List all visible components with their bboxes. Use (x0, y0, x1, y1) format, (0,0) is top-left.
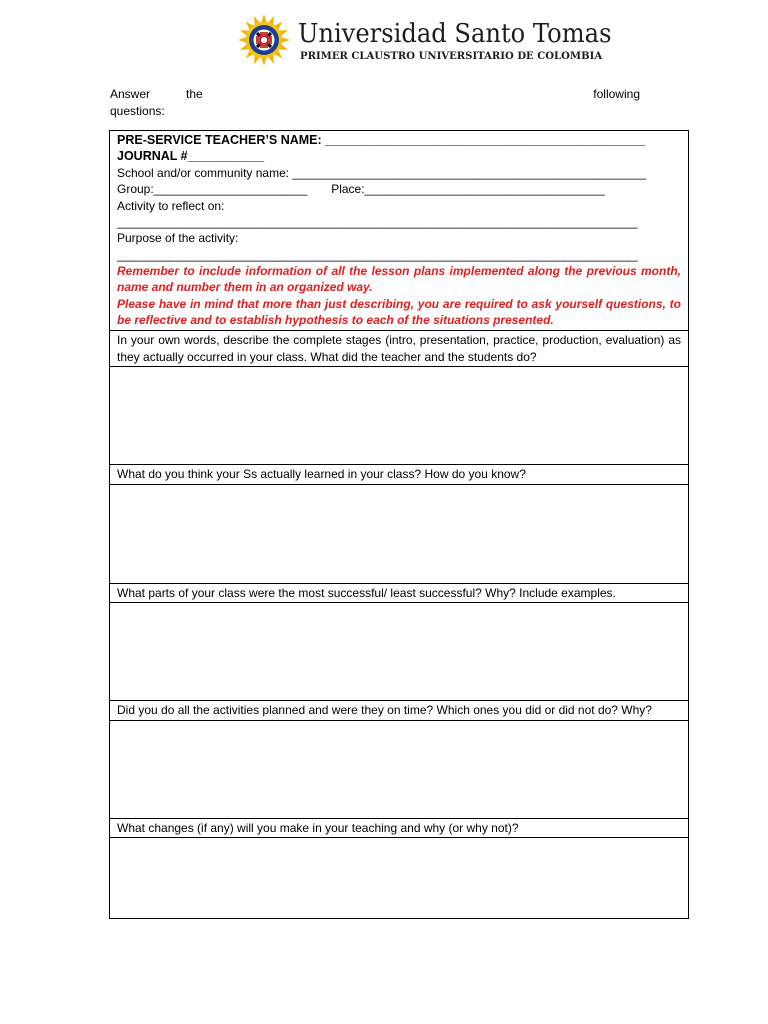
group-field[interactable]: Group:_______________________ (117, 182, 308, 197)
question-2: What do you think your Ss actually learned in your class? How do you know? (110, 465, 688, 485)
activity-label: Activity to reflect on: (117, 198, 225, 213)
school-name-field[interactable]: School and/or community name: _____________________________________________________ (117, 165, 647, 180)
question-3: What parts of your class were the most successful/ least successful? Why? Include examples. (110, 584, 688, 604)
university-header (238, 12, 612, 68)
university-seal-icon (238, 14, 290, 66)
teacher-info-section (110, 131, 688, 331)
answer-box-3[interactable] (110, 603, 688, 701)
answer-box-4[interactable] (110, 721, 688, 819)
instruction-word: following (593, 87, 640, 101)
reflection-note: Please have in mind that more than just describing, you are required to ask yourself questions, to be reflective and to establish hypothesis to each of the situations presented. (117, 296, 681, 327)
place-field[interactable]: Place:____________________________________ (331, 182, 605, 197)
instruction-word: questions: (110, 104, 165, 118)
group-place-line (117, 181, 681, 197)
reminder-note: Remember to include information of all the lesson plans implemented along the previous month, name and number them in an organized way. (117, 264, 681, 295)
answer-box-1[interactable] (110, 367, 688, 465)
question-4: Did you do all the activities planned and were they on time? Which ones you did or did not do? Why? (110, 701, 688, 721)
teacher-name-field[interactable]: PRE-SERVICE TEACHER’S NAME: ______________________________________________ (117, 133, 645, 147)
university-subtitle: PRIMER CLAUSTRO UNIVERSITARIO DE COLOMBIA (300, 50, 603, 62)
journal-number-field[interactable]: JOURNAL #___________ (117, 149, 265, 164)
activity-field[interactable]: ______________________________________________________________________________ (117, 215, 638, 230)
answer-box-2[interactable] (110, 485, 688, 584)
purpose-label: Purpose of the activity: (117, 231, 239, 246)
question-1: In your own words, describe the complete stages (intro, presentation, practice, production, evaluation) as they actually occurred in your class. What did the teacher and the students do? (110, 331, 688, 367)
question-5: What changes (if any) will you make in your teaching and why (or why not)? (110, 819, 688, 839)
instruction-word: the (186, 87, 203, 101)
answer-box-5[interactable] (110, 838, 688, 918)
journal-form (109, 130, 689, 919)
university-name: Universidad Santo Tomas (298, 19, 612, 49)
purpose-field[interactable]: ______________________________________________________________________________ (117, 247, 638, 262)
instruction-word: Answer (110, 87, 151, 101)
